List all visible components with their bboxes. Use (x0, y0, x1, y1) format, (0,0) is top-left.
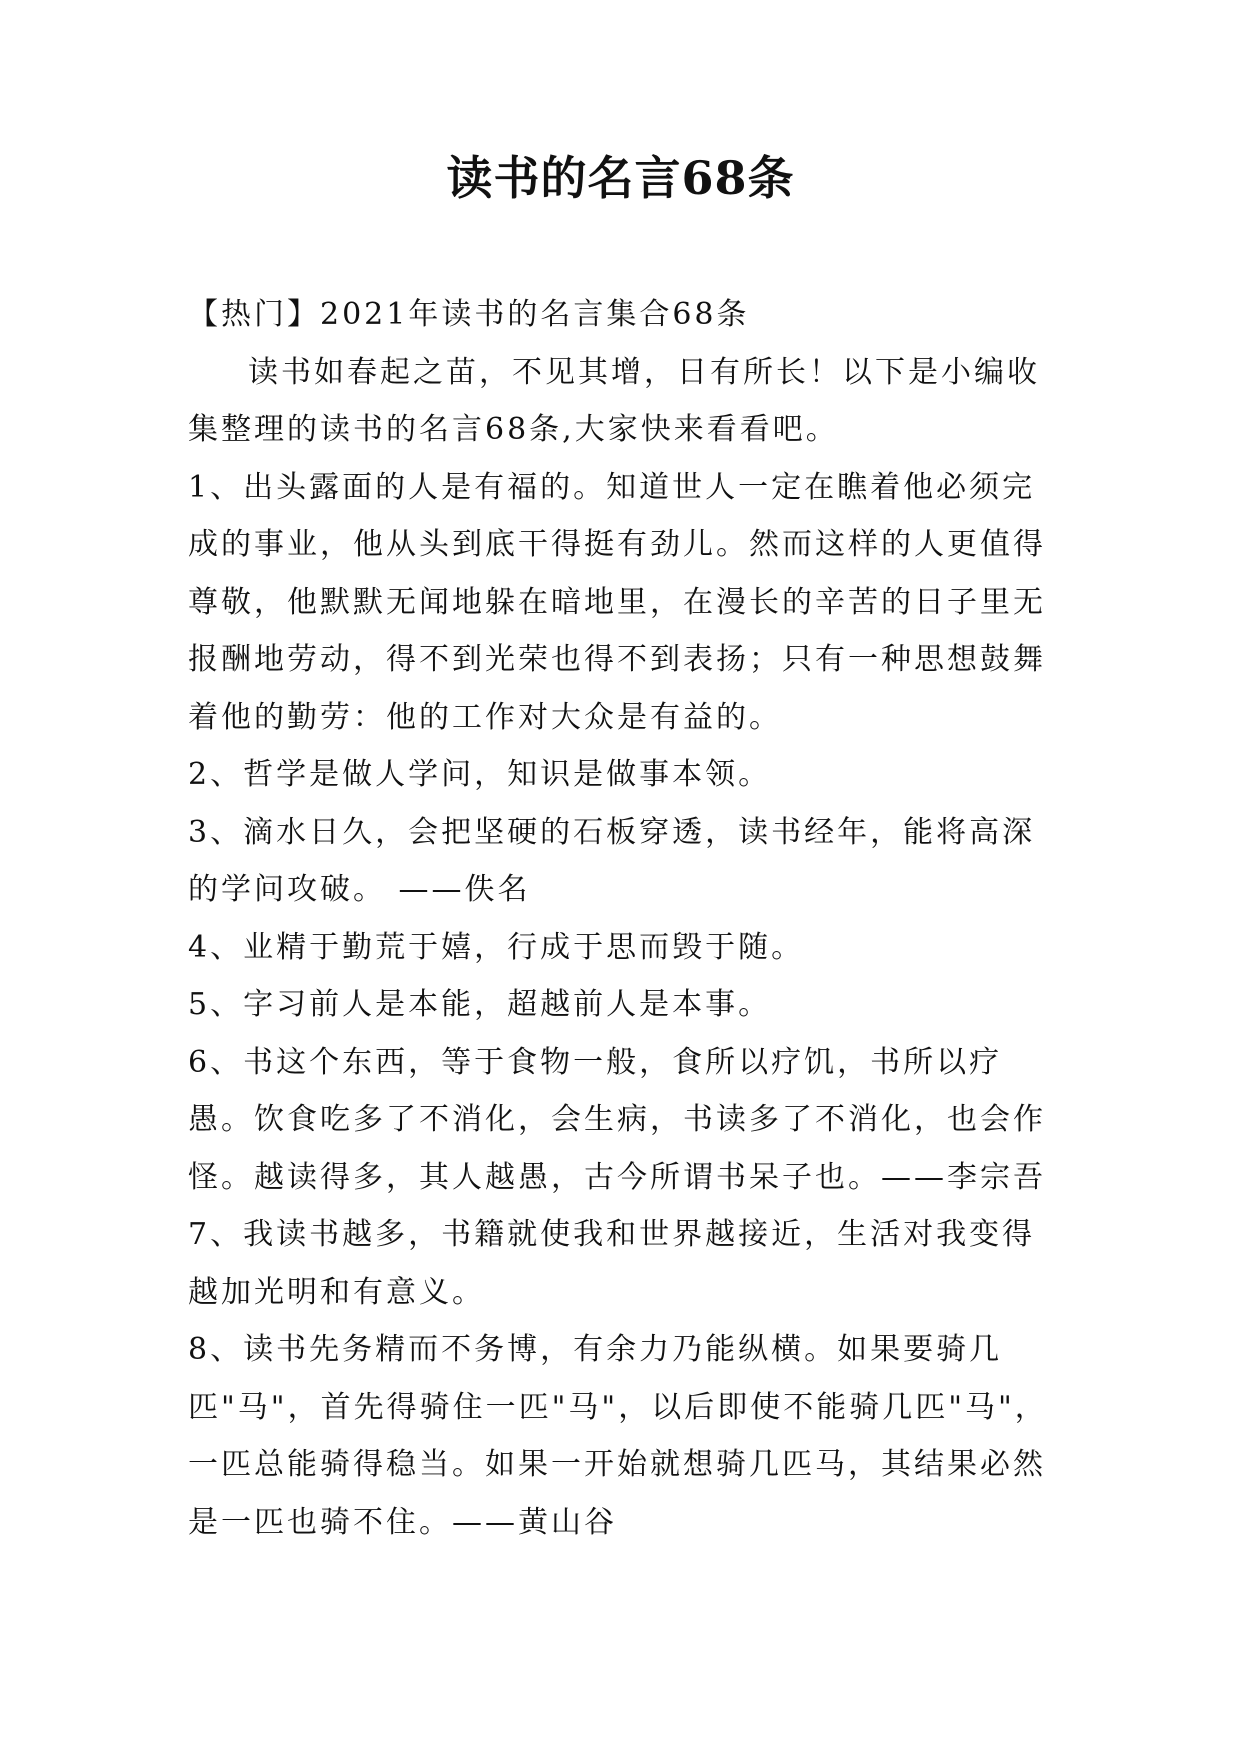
quote-item-5: 5、字习前人是本能，超越前人是本事。 (188, 987, 772, 1022)
quote-item-8: 8、读书先务精而不务博，有余力乃能纵横。如果要骑几匹"马"，首先得骑住一匹"马"，以后即使不能骑几匹"马"，一匹总能骑得稳当。如果一开始就想骑几匹马，其结果必然是一匹也骑不住。——黄山谷 (188, 1332, 1048, 1540)
quote-item-4: 4、业精于勤荒于嬉，行成于思而毁于随。 (188, 929, 805, 965)
quote-item-6: 6、书这个东西，等于食物一般，食所以疗饥，书所以疗愚。饮食吃多了不消化，会生病，书读多了不消化，也会作怪。越读得多，其人越愚，古今所谓书呆子也。——李宗吾 (188, 1044, 1046, 1195)
document-body (188, 286, 1068, 1551)
body-paragraph-intro: 读书如春起之苗，不见其增，日有所长！以下是小编收集整理的读书的名言68条,大家快来看看吧。 (188, 354, 1040, 447)
quote-item-7: 7、我读书越多，书籍就使我和世界越接近，生活对我变得越加光明和有意义。 (188, 1217, 1036, 1310)
quote-item-2: 2、哲学是做人学问，知识是做事本领。 (188, 757, 772, 792)
quote-item-1: 1、出头露面的人是有福的。知道世人一定在瞧着他必须完成的事业，他从头到底干得挺有劲儿。然而这样的人更值得尊敬，他默默无闻地躲在暗地里，在漫长的辛苦的日子里无报酬地劳动，得不到光荣也得不到表扬；只有一种思想鼓舞着他的勤劳：他的工作对大众是有益的。 (188, 469, 1046, 735)
quote-item-3: 3、滴水日久，会把坚硬的石板穿透，读书经年，能将高深的学问攻破。 ——佚名 (188, 814, 1036, 907)
document-title: 读书的名言68条 (446, 151, 795, 205)
body-paragraph-heading: 【热门】2021年读书的名言集合68条 (188, 297, 750, 332)
